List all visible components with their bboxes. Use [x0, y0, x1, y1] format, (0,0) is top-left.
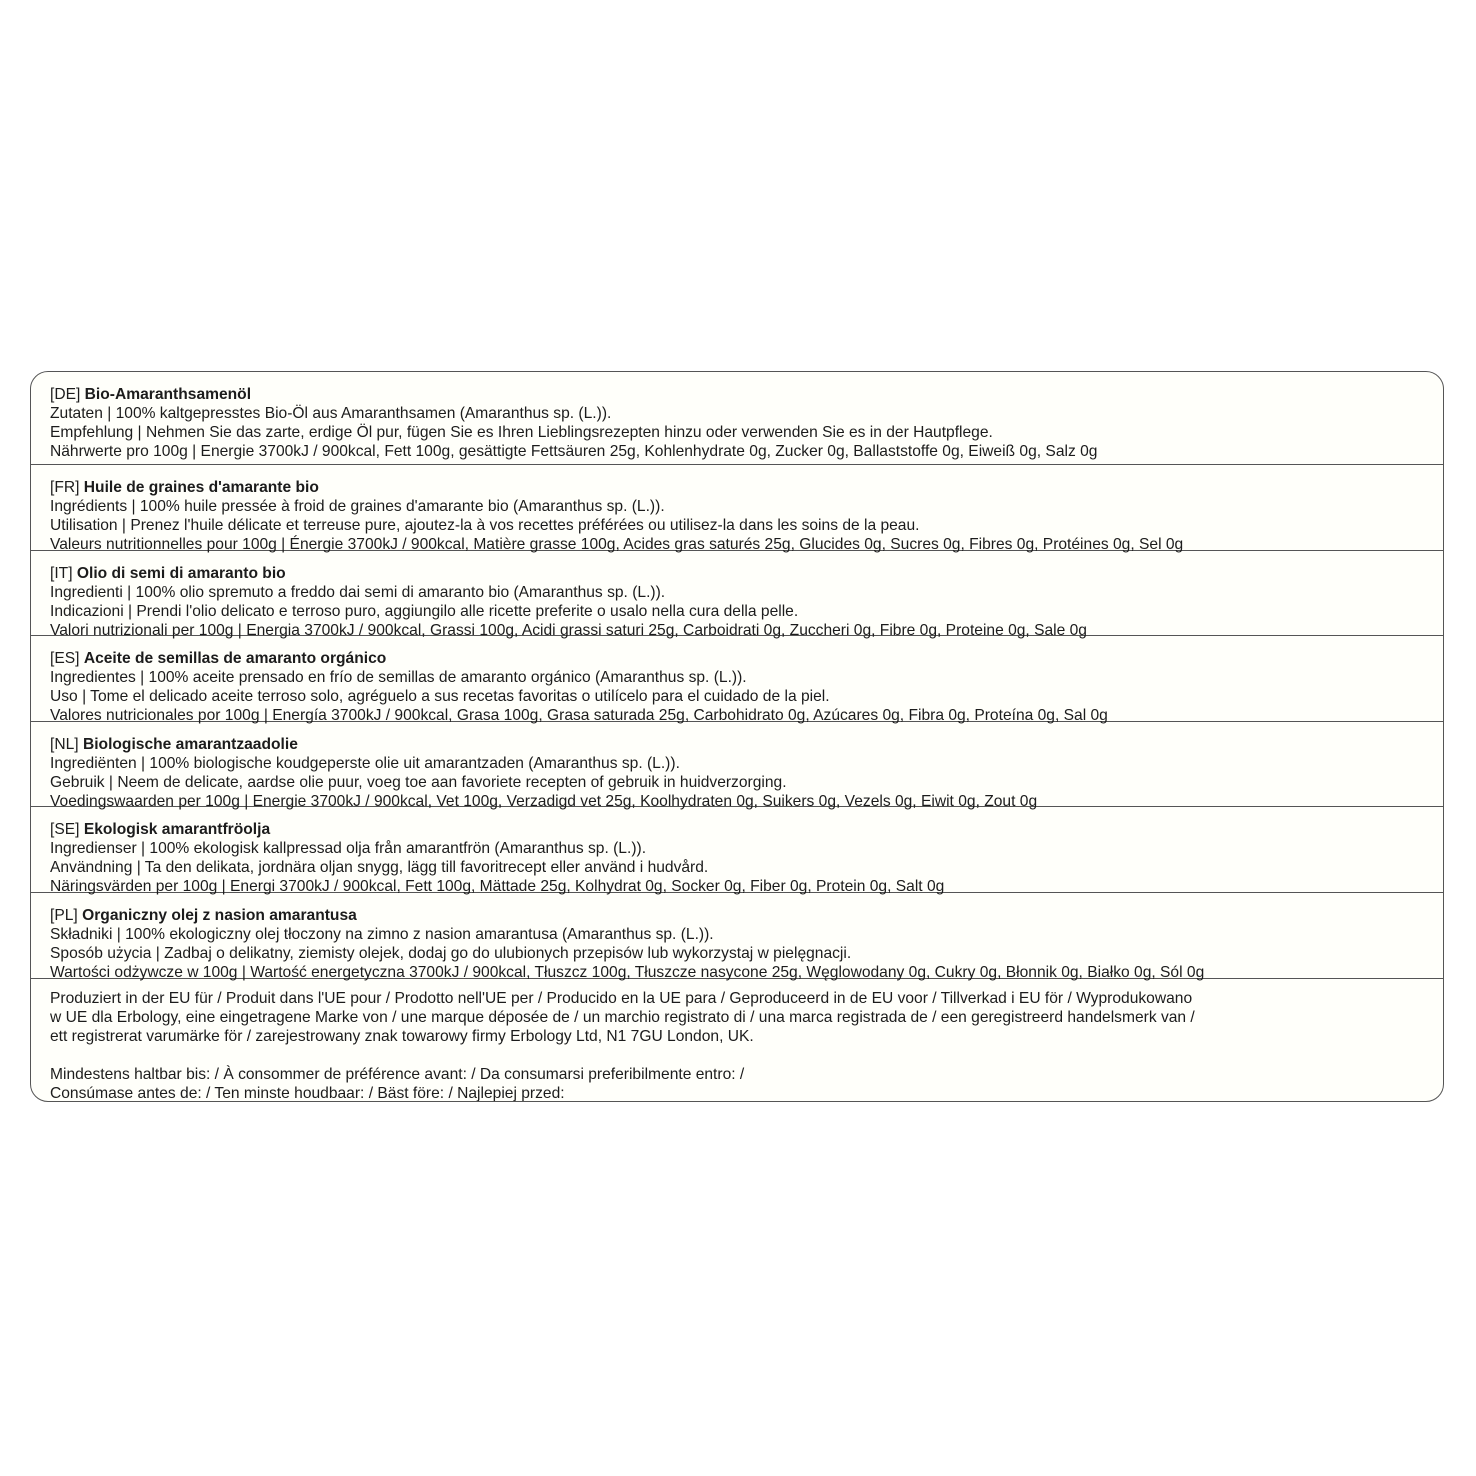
- section-pl: [31, 893, 1443, 979]
- nutrition-line: Wartości odżywcze w 100g | Wartość energetyczna 3700kJ / 900kcal, Tłuszcz 100g, Tłuszcze nasycone 25g, Węglowodany 0g, Cukry 0g, Błonnik 0g, Białko 0g, Sól 0g: [50, 963, 1205, 981]
- section-title: [50, 564, 1425, 583]
- ingredients-line: Ingrediënten | 100% biologische koudgeperste olie uit amarantzaden (Amaranthus sp. (L.)).: [50, 754, 680, 772]
- ingredients-line: Zutaten | 100% kaltgepresstes Bio-Öl aus Amaranthsamen (Amaranthus sp. (L.)).: [50, 405, 612, 422]
- language-code: [SE]: [50, 821, 80, 839]
- language-code: [FR]: [50, 479, 80, 496]
- section-title: [50, 649, 1425, 668]
- usage-line: Utilisation | Prenez l'huile délicate et terreuse pure, ajoutez-la à vos recettes préférées ou utilisez-la dans les soins de la peau.: [50, 517, 920, 534]
- product-name: Ekologisk amarantfröolja: [83, 821, 271, 839]
- usage-line: Gebruik | Neem de delicate, aardse olie puur, voeg toe aan favoriete recepten of gebruik in huidverzorging.: [50, 773, 787, 791]
- ingredients-line: Ingrédients | 100% huile pressée à froid de graines d'amarante bio (Amaranthus sp. (L.)).: [50, 498, 665, 515]
- ingredients-line: Ingredienti | 100% olio spremuto a freddo dai semi di amaranto bio (Amaranthus sp. (L.)).: [50, 583, 666, 601]
- producer-line: ett registrerat varumärke för / zarejestrowany znak towarowy firmy Erbology Ltd, N1 7GU London, UK.: [50, 1027, 754, 1045]
- section-title: [50, 478, 1425, 497]
- spacer: [50, 1046, 1425, 1065]
- language-code: [DE]: [50, 386, 81, 403]
- ingredients-line: Składniki | 100% ekologiczny olej tłoczony na zimno z nasion amarantusa (Amaranthus sp. (L.)).: [50, 925, 714, 943]
- usage-line: Användning | Ta den delikata, jordnära oljan snygg, lägg till favoritrecept eller använd i hudvård.: [50, 859, 709, 877]
- section-fr: [31, 465, 1443, 551]
- ingredients-line: Ingredientes | 100% aceite prensado en frío de semillas de amaranto orgánico (Amaranthus sp. (L.)).: [50, 669, 747, 687]
- section-es: [31, 636, 1443, 725]
- section-nl: [31, 722, 1443, 808]
- product-label-panel: [30, 371, 1444, 1102]
- producer-line: Produziert in der EU für / Produit dans l'UE pour / Prodotto nell'UE per / Producido en la UE para / Geproduceerd in de EU voor / Tillverkad i EU för / Wyprodukowano: [50, 989, 1193, 1007]
- nutrition-line: Valori nutrizionali per 100g | Energia 3700kJ / 900kcal, Grassi 100g, Acidi grassi saturi 25g, Carboidrati 0g, Zuccheri 0g, Fibre 0g, Proteine 0g, Sale 0g: [50, 621, 1087, 639]
- nutrition-line: Valeurs nutritionnelles pour 100g | Énergie 3700kJ / 900kcal, Matière grasse 100g, Acides gras saturés 25g, Glucides 0g, Sucres 0g, Fibres 0g, Protéines 0g, Sel 0g: [50, 536, 1184, 553]
- usage-line: Sposób użycia | Zadbaj o delikatny, ziemisty olejek, dodaj go do ulubionych przepisów lub wykorzystaj w pielęgnacji.: [50, 944, 852, 962]
- usage-line: Indicazioni | Prendi l'olio delicato e terroso puro, aggiungilo alle ricette preferite o usalo nella cura della pelle.: [50, 602, 799, 620]
- section-title: [50, 906, 1425, 925]
- product-name: Olio di semi di amaranto bio: [76, 564, 286, 582]
- language-code: [NL]: [50, 735, 79, 753]
- language-code: [ES]: [50, 650, 80, 668]
- ingredients-line: Ingredienser | 100% ekologisk kallpressad olja från amarantfrön (Amaranthus sp. (L.)).: [50, 840, 647, 858]
- nutrition-line: Valores nutricionales por 100g | Energía 3700kJ / 900kcal, Grasa 100g, Grasa saturada 25g, Carbohidrato 0g, Azúcares 0g, Fibra 0g, Proteína 0g, Sal 0g: [50, 707, 1108, 725]
- section-title: [50, 385, 1425, 404]
- best-before-line: Mindestens haltbar bis: / À consommer de préférence avant: / Da consumarsi preferibilmente entro: /: [50, 1065, 745, 1083]
- section-it: [31, 551, 1443, 637]
- product-name: Biologische amarantzaadolie: [82, 735, 298, 753]
- section-de: [31, 372, 1443, 465]
- section-se: [31, 807, 1443, 896]
- language-code: [PL]: [50, 906, 78, 924]
- best-before-line: Consúmase antes de: / Ten minste houdbaar: / Bäst före: / Najlepiej przed:: [50, 1084, 565, 1102]
- usage-line: Uso | Tome el delicado aceite terroso solo, agréguelo a sus recetas favoritas o utilícelo para el cuidado de la piel.: [50, 688, 830, 706]
- nutrition-line: Nährwerte pro 100g | Energie 3700kJ / 900kcal, Fett 100g, gesättigte Fettsäuren 25g, Kohlenhydrate 0g, Zucker 0g, Ballaststoffe 0g, Eiweiß 0g, Salz 0g: [50, 443, 1098, 460]
- producer-line: w UE dla Erbology, eine eingetragene Marke von / une marque déposée de / un marchio registrato di / una marca registrada de / een geregistreerd handelsmerk van /: [50, 1008, 1195, 1026]
- product-name: Organiczny olej z nasion amarantusa: [82, 906, 357, 924]
- product-name: Aceite de semillas de amaranto orgánico: [83, 650, 387, 668]
- nutrition-line: Voedingswaarden per 100g | Energie 3700kJ / 900kcal, Vet 100g, Verzadigd vet 25g, Koolhydraten 0g, Suikers 0g, Vezels 0g, Eiwit 0g, Zout 0g: [50, 792, 1038, 810]
- usage-line: Empfehlung | Nehmen Sie das zarte, erdige Öl pur, fügen Sie es Ihren Lieblingsrezepten hinzu oder verwenden Sie es in der Hautpflege.: [50, 424, 993, 441]
- section-title: [50, 820, 1425, 839]
- language-code: [IT]: [50, 564, 73, 582]
- product-name: Huile de graines d'amarante bio: [83, 479, 319, 496]
- section-title: [50, 735, 1425, 754]
- footer-info: [31, 979, 1443, 1102]
- nutrition-line: Näringsvärden per 100g | Energi 3700kJ / 900kcal, Fett 100g, Mättade 25g, Kolhydrat 0g, Socker 0g, Fiber 0g, Protein 0g, Salt 0g: [50, 878, 945, 896]
- product-name: Bio-Amaranthsamenöl: [84, 386, 252, 403]
